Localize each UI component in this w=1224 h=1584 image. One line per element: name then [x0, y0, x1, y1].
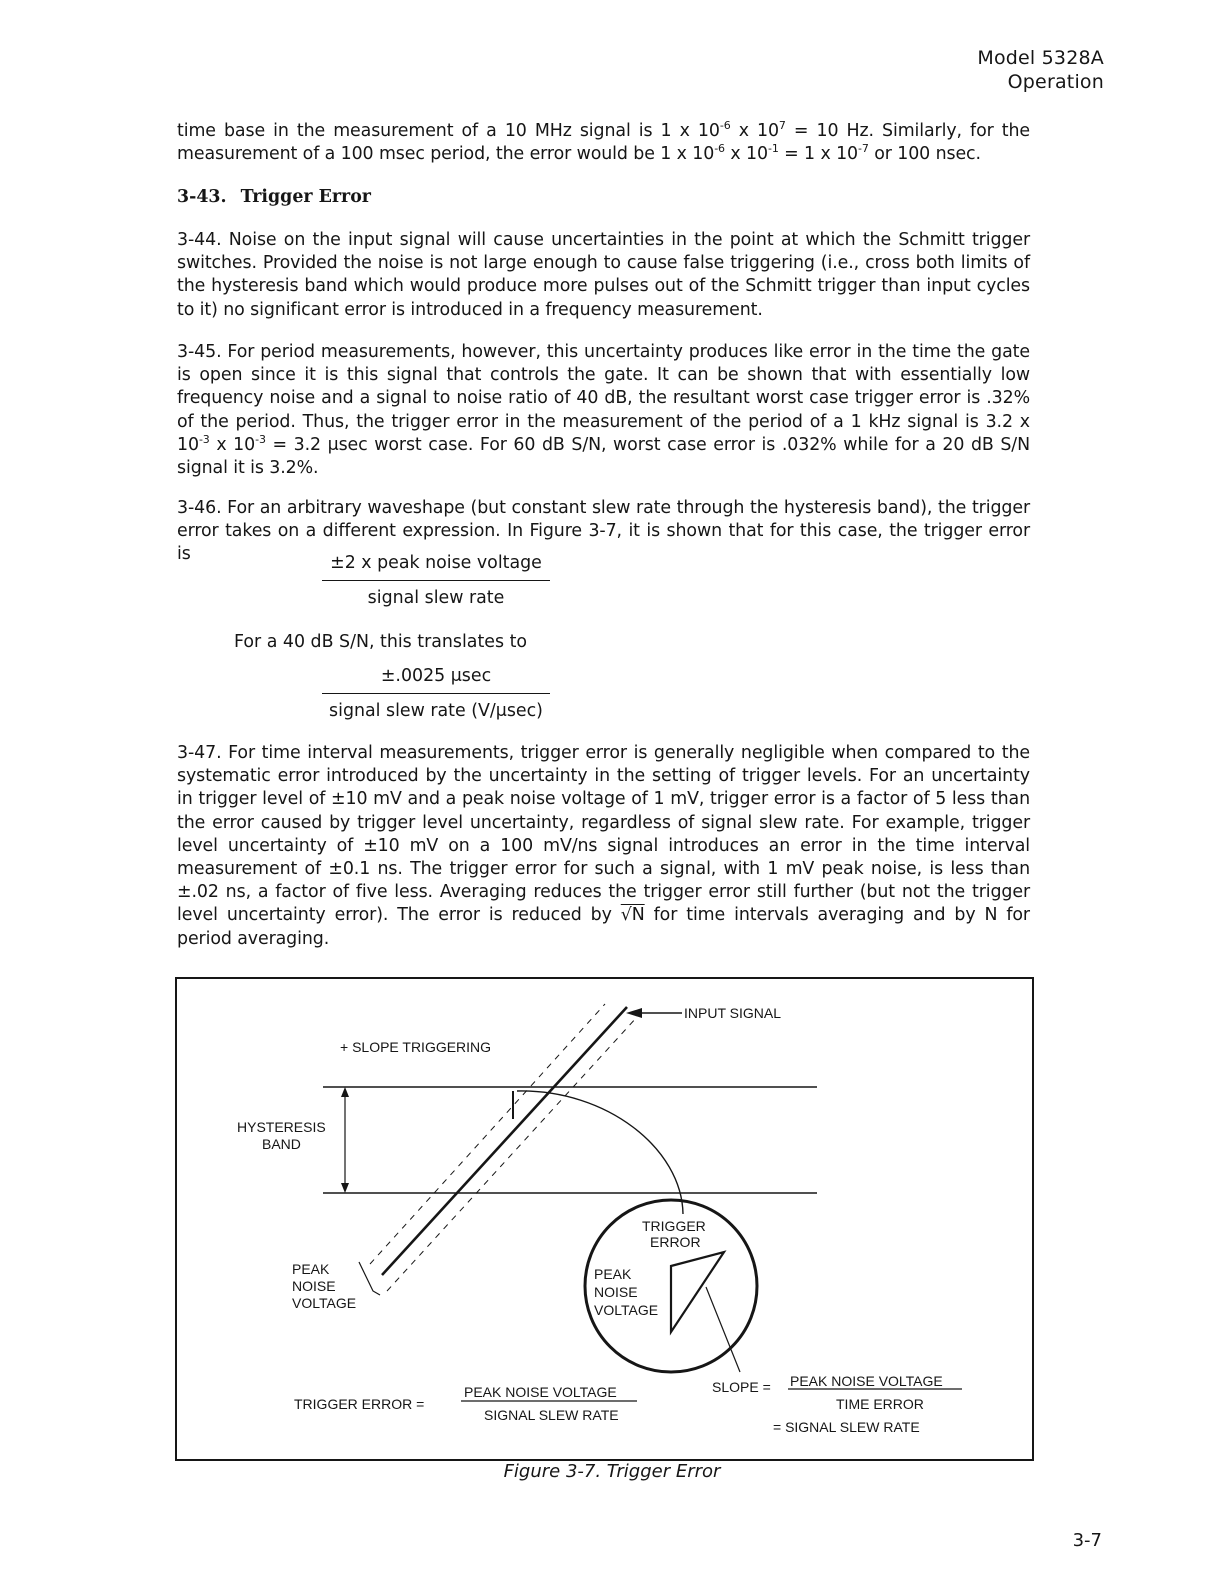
sqrt-n: √N	[620, 905, 645, 926]
formula1-denominator: signal slew rate	[367, 588, 505, 608]
formula-40db	[322, 666, 550, 721]
label-peak-2: NOISE	[292, 1278, 336, 1294]
intro-text-c: = 10 Hz. Similarly, for the measurement of a 100 msec period, the error would be 1 x 10	[177, 121, 1030, 165]
paragraph-3-44: 3-44. Noise on the input signal will cause uncertainties in the point at which the Schmitt trigger switches. Provided the noise is not large enough to cause false triggering (i.e., cross both limits of the hysteresis band which would produce more pulses out of the Schmitt trigger than input cycles to it) no significant error is introduced in a frequency measurement.	[177, 230, 1030, 320]
curve-to-circle	[517, 1091, 683, 1214]
intro-exp-4: -1	[767, 142, 779, 156]
label-circle-trigger-2: ERROR	[650, 1234, 701, 1250]
label-slope-den: TIME ERROR	[836, 1396, 924, 1412]
figure-caption: Figure 3-7. Trigger Error	[503, 1461, 721, 1482]
intro-exp-5: -7	[858, 142, 869, 156]
trigger-error-diagram	[177, 979, 1032, 1459]
section-number: 3-43.	[177, 187, 227, 207]
section-title: Trigger Error	[240, 187, 371, 207]
label-circle-peak-2: NOISE	[594, 1284, 638, 1300]
intro-paragraph	[177, 120, 1030, 166]
label-trigger-error-den: SIGNAL SLEW RATE	[484, 1407, 619, 1423]
label-slope-eq2: = SIGNAL SLEW RATE	[773, 1419, 920, 1435]
intro-text-f: = 1 x 10	[778, 144, 859, 165]
slope-pointer	[706, 1287, 740, 1372]
label-circle-peak-1: PEAK	[594, 1266, 632, 1282]
intro-exp-2: 7	[778, 119, 786, 133]
hysteresis-arrow-head-down	[341, 1183, 349, 1193]
p345-exp-2: -3	[255, 433, 266, 447]
label-slope: SLOPE =	[712, 1379, 771, 1395]
intro-text-b: x 10	[730, 121, 779, 141]
header-model: Model 5328A	[977, 47, 1104, 69]
formula-trigger-error	[322, 553, 550, 608]
page-number: 3-7	[1072, 1530, 1102, 1551]
hysteresis-arrow-head-up	[341, 1087, 349, 1097]
intro-text-g: or 100 nsec.	[868, 144, 981, 165]
page-header	[977, 46, 1104, 94]
label-circle-trigger-1: TRIGGER	[642, 1218, 706, 1234]
intro-text-d: x 10	[724, 144, 768, 165]
label-slope-num: PEAK NOISE VOLTAGE	[790, 1373, 943, 1389]
input-signal-arrowhead	[626, 1008, 642, 1018]
p347-text-a: 3-47. For time interval measurements, trigger error is generally negligible when compared to the systematic error introduced by the uncertainty in the setting of trigger levels. For an uncertainty in trigger level of ±10 mV and a peak noise voltage of 1 mV, trigger error is a factor of 5 less than the error caused by trigger level uncertainty, regardless of signal slew rate. For example, trigger level uncertainty of ±10 mV on a 100 mV/ns signal introduces an error in the time interval measurement of ±0.1 ns. The trigger error for such a signal, with 1 mV peak noise, is less than ±.02 ns, a factor of five less. Averaging reduces the trigger error still further (but not the trigger level uncertainty error). The error is reduced by	[177, 743, 1030, 926]
figure-3-7	[175, 977, 1034, 1461]
peak-noise-bracket	[359, 1262, 380, 1295]
p345-text-b: x 10	[209, 434, 256, 455]
for-40db-text: For a 40 dB S/N, this translates to	[234, 632, 528, 652]
formula2-denominator: signal slew rate (V/μsec)	[329, 701, 543, 721]
label-peak-3: VOLTAGE	[292, 1295, 357, 1311]
paragraph-3-46: 3-46. For an arbitrary waveshape (but constant slew rate through the hysteresis band), the trigger error takes on a different expression. In Figure 3-7, it is shown that for this case, the trigger error is	[177, 498, 1030, 565]
header-section: Operation	[1007, 71, 1104, 93]
paragraph-3-47	[177, 742, 1030, 951]
label-trigger-error-formula: TRIGGER ERROR =	[294, 1396, 425, 1412]
intro-exp-1: -6	[719, 119, 731, 133]
label-input-signal: INPUT SIGNAL	[684, 1005, 781, 1021]
label-hysteresis-1: HYSTERESIS	[237, 1119, 326, 1135]
p347-text-b: for time intervals averaging and by N for period averaging.	[177, 905, 1030, 949]
label-slope-triggering: + SLOPE TRIGGERING	[340, 1039, 492, 1055]
label-circle-peak-3: VOLTAGE	[594, 1302, 659, 1318]
p345-exp-1: -3	[198, 433, 210, 447]
intro-text-a: time base in the measurement of a 10 MHz signal is 1 x 10	[177, 121, 720, 141]
formula2-numerator: ±.0025 μsec	[322, 666, 550, 694]
label-peak-1: PEAK	[292, 1261, 330, 1277]
formula1-numerator: ±2 x peak noise voltage	[322, 553, 550, 581]
paragraph-3-45	[177, 341, 1030, 480]
label-hysteresis-2: BAND	[262, 1136, 301, 1152]
p345-text-c: = 3.2 μsec worst case. For 60 dB S/N, worst case error is .032% while for a 20 dB S/N signal it is 3.2%.	[177, 434, 1030, 479]
slope-triangle	[671, 1252, 724, 1332]
intro-exp-3: -6	[714, 142, 725, 156]
p345-text-a: 3-45. For period measurements, however, this uncertainty produces like error in the time the gate is open since it is this signal that controls the gate. It can be shown that with essentially low frequency noise and a signal to noise ratio of 40 dB, the resultant worst case trigger error is .32% of the period. Thus, the trigger error in the measurement of the period of a 1 kHz signal is 3.2 x 10	[177, 342, 1030, 455]
section-heading	[177, 187, 371, 207]
noise-envelope-right	[387, 1017, 637, 1291]
label-trigger-error-num: PEAK NOISE VOLTAGE	[464, 1384, 617, 1400]
